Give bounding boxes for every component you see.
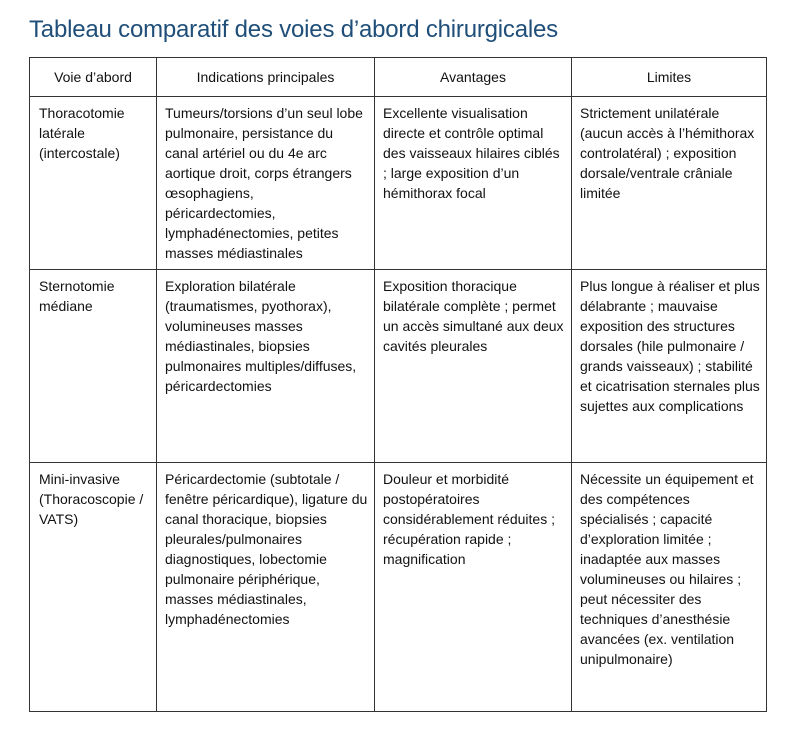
table-header-row [30,58,767,97]
cell-approach: Thoracotomie latérale (intercostale) [30,97,157,270]
table-row [30,463,767,712]
cell-indications: Péricardectomie (subtotale / fenêtre péricardique), ligature du canal thoracique, biopsies pleurales/pulmonaires diagnostiques, lobectomie pulmonaire périphérique, masses médiastinales, lymphadénectomies [157,463,375,712]
cell-approach: Mini-invasive (Thoracoscopie / VATS) [30,463,157,712]
cell-advantages: Douleur et morbidité postopératoires considérablement réduites ; récupération rapide ; magnification [375,463,572,712]
page-title: Tableau comparatif des voies d’abord chirurgicales [29,16,558,43]
cell-approach: Sternotomie médiane [30,270,157,463]
cell-advantages: Excellente visualisation directe et contrôle optimal des vaisseaux hilaires ciblés ; large exposition d’un hémithorax focal [375,97,572,270]
header-advantages: Avantages [375,58,572,97]
cell-limits: Strictement unilatérale (aucun accès à l’hémithorax controlatéral) ; exposition dorsale/ventrale crâniale limitée [572,97,767,270]
cell-indications: Exploration bilatérale (traumatismes, pyothorax), volumineuses masses médiastinales, biopsies pulmonaires multiples/diffuses, péricardectomies [157,270,375,463]
header-indications: Indications principales [157,58,375,97]
cell-limits: Nécessite un équipement et des compétences spécialisés ; capacité d’exploration limitée ; inadaptée aux masses volumineuses ou hilaires ; peut nécessiter des techniques d’anesthésie avancées (ex. ventilation unipulmonaire) [572,463,767,712]
header-approach: Voie d’abord [30,58,157,97]
header-limits: Limites [572,58,767,97]
table-row [30,270,767,463]
cell-advantages: Exposition thoracique bilatérale complète ; permet un accès simultané aux deux cavités pleurales [375,270,572,463]
table-row [30,97,767,270]
comparison-table [29,57,767,712]
cell-limits: Plus longue à réaliser et plus délabrante ; mauvaise exposition des structures dorsales (hile pulmonaire / grands vaisseaux) ; stabilité et cicatrisation sternales plus sujettes aux complications [572,270,767,463]
cell-indications: Tumeurs/torsions d’un seul lobe pulmonaire, persistance du canal artériel ou du 4e arc aortique droit, corps étrangers œsophagiens, péricardectomies, lymphadénectomies, petites masses médiastinales [157,97,375,270]
